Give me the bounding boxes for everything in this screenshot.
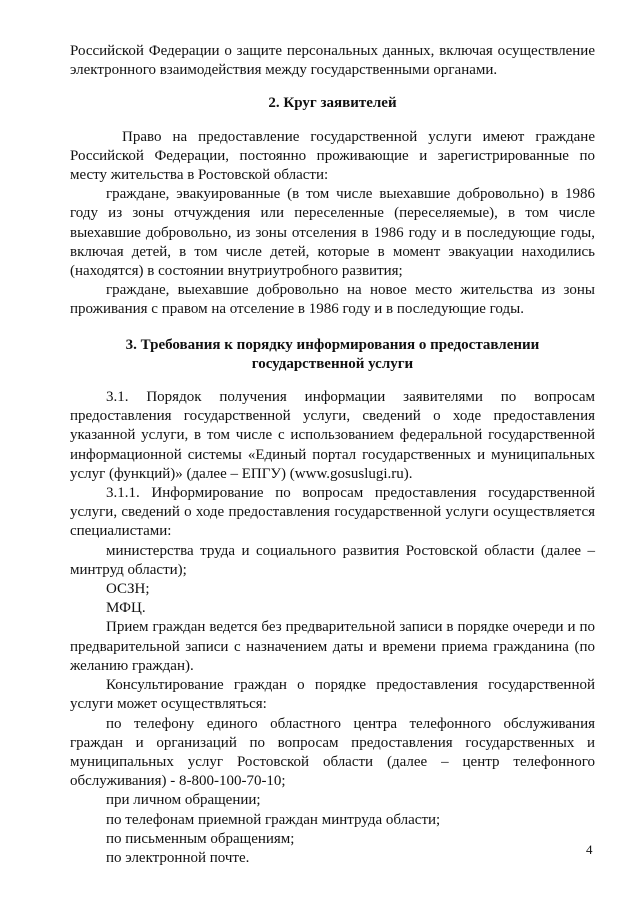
section-2-paragraph-1: Право на предоставление государственной услуги имеют граждане Российской Федерации, постоянно проживающие и зарегистрированные по месту жительства в Ростовской области:	[70, 128, 595, 184]
section-3-title-line-1: 3. Требования к порядку информирования о предоставлении	[125, 336, 540, 353]
section-3-paragraph-8: по телефону единого областного центра телефонного обслуживания граждан и организаций по вопросам предоставления государственных и муниципальных услуг Ростовской области (далее – центр телефонного обслуживания) - 8-800-100-70-10;	[70, 715, 595, 790]
intro-paragraph: Российской Федерации о защите персональных данных, включая осуществление электронного взаимодействия между государственными органами.	[70, 43, 595, 79]
section-3-paragraph-9: при личном обращении;	[106, 792, 261, 809]
section-3-paragraph-12: по электронной почте.	[106, 849, 250, 866]
section-3-paragraph-1: 3.1. Порядок получения информации заявителями по вопросам предоставления государственной услуги, сведений о ходе предоставления указанной услуги, в том числе с использованием федеральной государственной информационной системы «Единый портал государственных и муниципальных услуг (функций)» (далее – ЕПГУ) (www.gosuslugi.ru).	[70, 389, 595, 482]
document-page	[70, 42, 595, 868]
section-3-paragraph-4: ОСЗН;	[106, 581, 150, 598]
section-2-title: 2. Круг заявителей	[268, 95, 397, 112]
section-3-paragraph-5: МФЦ.	[106, 600, 146, 617]
section-3-title-line-2: государственной услуги	[251, 355, 414, 372]
section-3-paragraph-3: министерства труда и социального развития Ростовской области (далее – минтруд области);	[70, 542, 595, 578]
section-3-paragraph-10: по телефонам приемной граждан минтруда области;	[106, 811, 441, 828]
section-2-paragraph-2: граждане, эвакуированные (в том числе выехавшие добровольно) в 1986 году из зоны отчуждения или переселенные (переселяемые), в том числе выехавшие добровольно, из зоны отселения в 1986 году и в последующие годы, включая детей, в том числе детей, которые в момент эвакуации находились (находятся) в состоянии внутриутробного развития;	[70, 186, 595, 280]
section-3-paragraph-11: по письменным обращениям;	[106, 830, 295, 847]
section-2-paragraph-3: граждане, выехавшие добровольно на новое место жительства из зоны проживания с правом на отселение в 1986 году и в последующие годы.	[70, 282, 595, 318]
section-3-paragraph-2: 3.1.1. Информирование по вопросам предоставления государственной услуги, сведений о ходе предоставления государственной услуги осуществляется специалистами:	[70, 485, 595, 540]
page-number: 4	[586, 842, 593, 857]
section-3-paragraph-7: Консультирование граждан о порядке предоставления государственной услуги может осуществляться:	[70, 677, 595, 713]
section-3-paragraph-6: Прием граждан ведется без предварительной записи в порядке очереди и по предварительной записи с назначением даты и времени приема гражданина (по желанию граждан).	[70, 619, 595, 674]
